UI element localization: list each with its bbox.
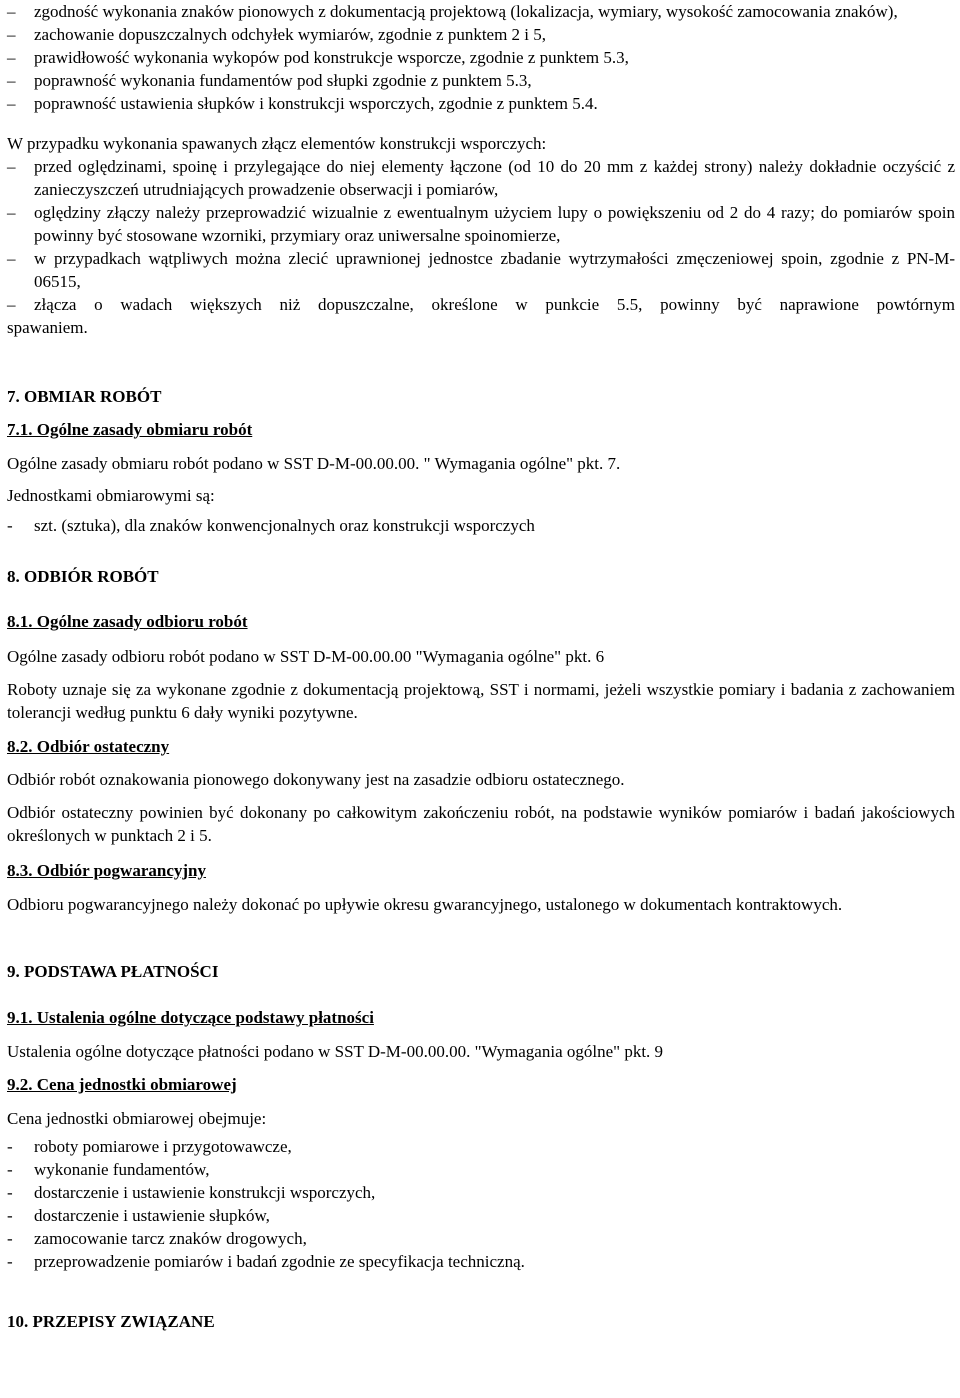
list-item: – złącza o wadach większych niż dopuszczalne, określone w punkcie 5.5, powinny być naprawione powtórnym [7,293,955,316]
list-item: - przeprowadzenie pomiarów i badań zgodnie ze specyfikacja techniczną. [7,1250,955,1273]
list-item: - dostarczenie i ustawienie słupków, [7,1204,955,1227]
paragraph: Odbioru pogwarancyjnego należy dokonać po upływie okresu gwarancyjnego, ustalonego w dokumentach kontraktowych. [7,895,843,914]
paragraph: Cena jednostki obmiarowej obejmuje: [7,1109,267,1128]
quality-checklist [7,0,955,115]
paragraph: Roboty uznaje się za wykonane zgodnie z dokumentacją projektową, SST i normami, jeżeli wszystkie pomiary i badania z zachowaniem tolerancji według punktu 6 dały wyniki pozytywne. [7,680,955,722]
welded-intro: W przypadku wykonania spawanych złącz elementów konstrukcji wsporczych: [7,134,547,153]
list-item [7,514,955,537]
subsection-heading: 9.1. Ustalenia ogólne dotyczące podstawy płatności [7,1008,374,1027]
list-item: – w przypadkach wątpliwych można zlecić uprawnionej jednostce zbadanie wytrzymałości zmęczeniowej spoin, zgodnie z PN-M-06515, [7,247,955,293]
welded-joints-section [7,132,955,339]
paragraph: Odbiór robót oznakowania pionowego dokonywany jest na zasadzie odbioru ostatecznego. [7,770,625,789]
subsection-heading: 9.2. Cena jednostki obmiarowej [7,1075,237,1094]
section-heading: 10. PRZEPISY ZWIĄZANE [7,1312,215,1331]
subsection-heading: 8.3. Odbiór pogwarancyjny [7,861,206,880]
list-item: – prawidłowość wykonania wykopów pod konstrukcje wsporcze, zgodnie z punktem 5.3, [7,46,955,69]
subsection-heading: 7.1. Ogólne zasady obmiaru robót [7,420,253,439]
paragraph: Ustalenia ogólne dotyczące płatności podano w SST D-M-00.00.00. "Wymagania ogólne" pkt. 9 [7,1042,664,1061]
section-heading: 9. PODSTAWA PŁATNOŚCI [7,962,219,981]
subsection-heading: 8.2. Odbiór ostateczny [7,737,170,756]
list-item: – zachowanie dopuszczalnych odchyłek wymiarów, zgodnie z punktem 2 i 5, [7,23,955,46]
list-item: – przed oględzinami, spoinę i przylegające do niej elementy łączone (od 10 do 20 mm z każdej strony) należy dokładnie oczyścić z zanieczyszczeń utrudniających prowadzenie obserwacji i pomiarów, [7,155,955,201]
payment-scope-list [7,1135,955,1273]
welded-tail: spawaniem. [7,318,88,337]
list-item: – oględziny złączy należy przeprowadzić wizualnie z ewentualnym użyciem lupy o powiększeniu od 2 do 4 razy; do pomiarów spoin powinny być stosowane wzorniki, przymiary oraz uniwersalne spoinomierze, [7,201,955,247]
list-item: – poprawność wykonania fundamentów pod słupki zgodnie z punktem 5.3, [7,69,955,92]
list-item: - roboty pomiarowe i przygotowawcze, [7,1135,955,1158]
list-item: - zamocowanie tarcz znaków drogowych, [7,1227,955,1250]
section-heading: 7. OBMIAR ROBÓT [7,387,162,406]
paragraph: Jednostkami obmiarowymi są: [7,486,215,505]
subsection-heading: 8.1. Ogólne zasady odbioru robót [7,612,248,631]
paragraph: Odbiór ostateczny powinien być dokonany po całkowitym zakończeniu robót, na podstawie wyników pomiarów i badań jakościowych określonych w punktach 2 i 5. [7,803,955,845]
list-item-text: szt. (sztuka), dla znaków konwencjonalnych oraz konstrukcji wsporczych [34,516,535,535]
list-item: - dostarczenie i ustawienie konstrukcji wsporczych, [7,1181,955,1204]
paragraph: Ogólne zasady odbioru robót podano w SST D-M-00.00.00 "Wymagania ogólne" pkt. 6 [7,647,605,666]
paragraph: Ogólne zasady obmiaru robót podano w SST D-M-00.00.00. " Wymagania ogólne" pkt. 7. [7,454,621,473]
list-dash: - [7,516,13,535]
list-item: – zgodność wykonania znaków pionowych z dokumentacją projektową (lokalizacja, wymiary, wysokość zamocowania znaków), [7,0,955,23]
list-item: – poprawność ustawienia słupków i konstrukcji wsporczych, zgodnie z punktem 5.4. [7,92,955,115]
section-heading: 8. ODBIÓR ROBÓT [7,567,159,586]
list-item: - wykonanie fundamentów, [7,1158,955,1181]
